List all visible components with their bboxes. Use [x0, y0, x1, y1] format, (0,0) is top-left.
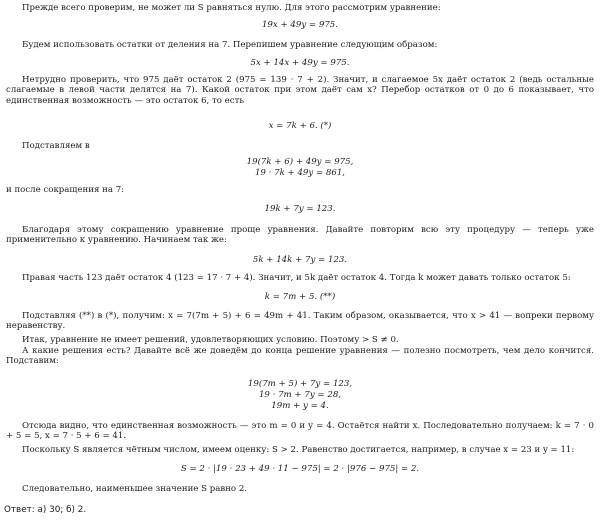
equation-10a: 19(7m + 5) + 7y = 123, [247, 379, 353, 389]
answer-line: Ответ: а) 30; б) 2. [4, 505, 87, 515]
equation-12: S = 2 · |19 · 23 + 49 · 11 − 975| = 2 · |976 − 975| = 2. [180, 464, 420, 474]
equation-1: 19x + 49y = 975. [261, 20, 339, 30]
paragraph-repeat-procedure: Благодаря этому сокращению уравнение проще уравнения. Давайте повторим всю эту процедуру — теперь уже применительно к уравнению. Начинаем так же: [6, 225, 594, 246]
paragraph-contradiction: Подставляя (**) в (*), получим: x = 7(7m + 5) + 6 = 49m + 41. Таким образом, оказывается, что x > 41 — вопреки первому неравенству. [6, 311, 594, 332]
equation-3: x = 7k + 6. (*) [268, 121, 332, 131]
equation-6: 5k + 14k + 7y = 123. [252, 255, 348, 265]
equation-4a: 19(7k + 6) + 49y = 975, [246, 157, 354, 167]
text-line-reduce: и после сокращения на 7: [6, 185, 125, 195]
text-line-no-solutions: Итак, уравнение не имеет решений, удовлетворяющих условию. Поэтому > S ≠ 0. [22, 335, 399, 345]
paragraph-remainder-analysis: Нетрудно проверить, что 975 даёт остаток 2 (975 = 139 · 7 + 2). Значит, и слагаемое 5x даёт остаток 2 (ведь остальные слагаемые в левой части делятся на 7). Какой остаток при этом даёт сам x? Перебор остатков от 0 до 6 показывает, что единственная возможность — это остаток 6, то есть [6, 75, 594, 106]
equation-5: 19k + 7y = 123. [264, 204, 336, 214]
text-line-substitute: Подставляем в [22, 141, 90, 151]
text-line-estimate: Поскольку S является чётным числом, имеем оценку: S > 2. Равенство достигается, например, в случае x = 23 и y = 11: [22, 445, 575, 455]
equation-7: k = 7m + 5. (**) [264, 292, 336, 302]
equation-10c: 19m + y = 4. [271, 401, 329, 411]
text-line-conclusion: Следовательно, наименьшее значение S равно 2. [22, 484, 248, 494]
text-line-remainders: Будем использовать остатки от деления на 7. Перепишем уравнение следующим образом: [22, 40, 438, 50]
equation-10b: 19 · 7m + 7y = 28, [258, 390, 342, 400]
paragraph-which-solutions: А какие решения есть? Давайте всё же доведём до конца решение уравнения — полезно посмотреть, чем дело кончится. Подставим: [6, 346, 594, 367]
paragraph-unique-possibility: Отсюда видно, что единственная возможность — это m = 0 и y = 4. Остаётся найти x. Последовательно получаем: k = 7 · 0 + 5 = 5, x = 7 · 5 + 6 = 41. [6, 421, 594, 442]
text-line-right-side: Правая часть 123 даёт остаток 4 (123 = 17 · 7 + 4). Значит, и 5k даёт остаток 4. Тогда k может давать только остаток 5: [22, 273, 571, 283]
equation-2: 5x + 14x + 49y = 975. [250, 58, 350, 68]
equation-4b: 19 · 7k + 49y = 861, [254, 168, 346, 178]
text-line-check-zero: Прежде всего проверим, не может ли S равняться нулю. Для этого рассмотрим уравнение: [22, 3, 441, 13]
